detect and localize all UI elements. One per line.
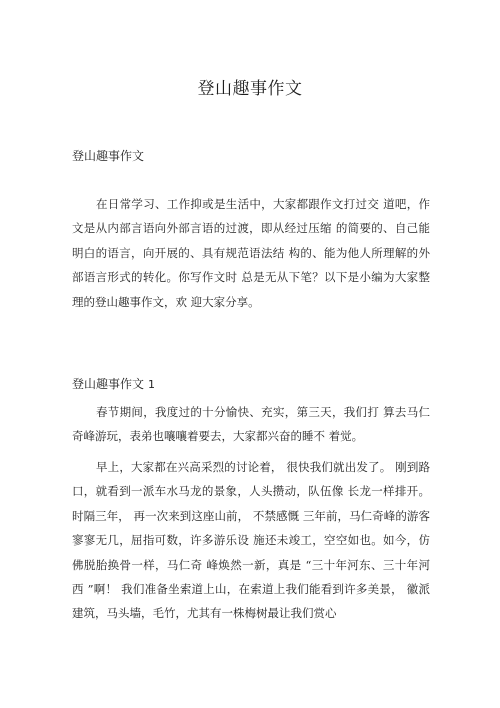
section-heading bbox=[72, 375, 155, 392]
document-title: 登山趣事作文 bbox=[197, 79, 303, 99]
section-number: 1 bbox=[148, 378, 156, 391]
intro-paragraph: 在日常学习、工作抑或是生活中，大家都跟作文打过交 道吧，作文是从内部言语向外部言语的过渡，即从经过压缩 的简要的、自己能明白的语言，向开展的、具有规范语法结 构的、能为他人所理解的外部语言形式的转化。你写作文时 总是无从下笔？以下是小编为大家整理的登山趣事作文，欢 迎大家分享。 bbox=[72, 197, 430, 309]
section-heading-text: 登山趣事作文 bbox=[72, 377, 145, 391]
body-paragraph: 春节期间，我度过的十分愉快、充实，第三天，我们打 算去马仁奇峰游玩，表弟也嚷嚷着要去，大家都兴奋的睡不 着觉。 bbox=[72, 405, 430, 444]
document-subheading: 登山趣事作文 bbox=[72, 149, 145, 163]
body-paragraph: 早上，大家都在兴高采烈的讨论着， 很快我们就出发了。 刚到路口，就看到一派车水马龙的景象，人头攒动，队伍像 长龙一样排开。 时隔三年， 再一次来到这座山前， 不禁感慨 三年前，马仁奇峰的游客寥寥无几，屈指可数，许多游乐设 施还未竣工，空空如也。如今，仿佛脱胎换骨一样，马仁奇 峰焕然一新，真是 “三十年河东、三十年河西 ”啊！ 我们准备坐索道上山，在索道上我们能看到许多美景， 徽派建筑，马头墙，毛竹，尤其有一株梅树最让我们赏心 bbox=[72, 460, 430, 621]
